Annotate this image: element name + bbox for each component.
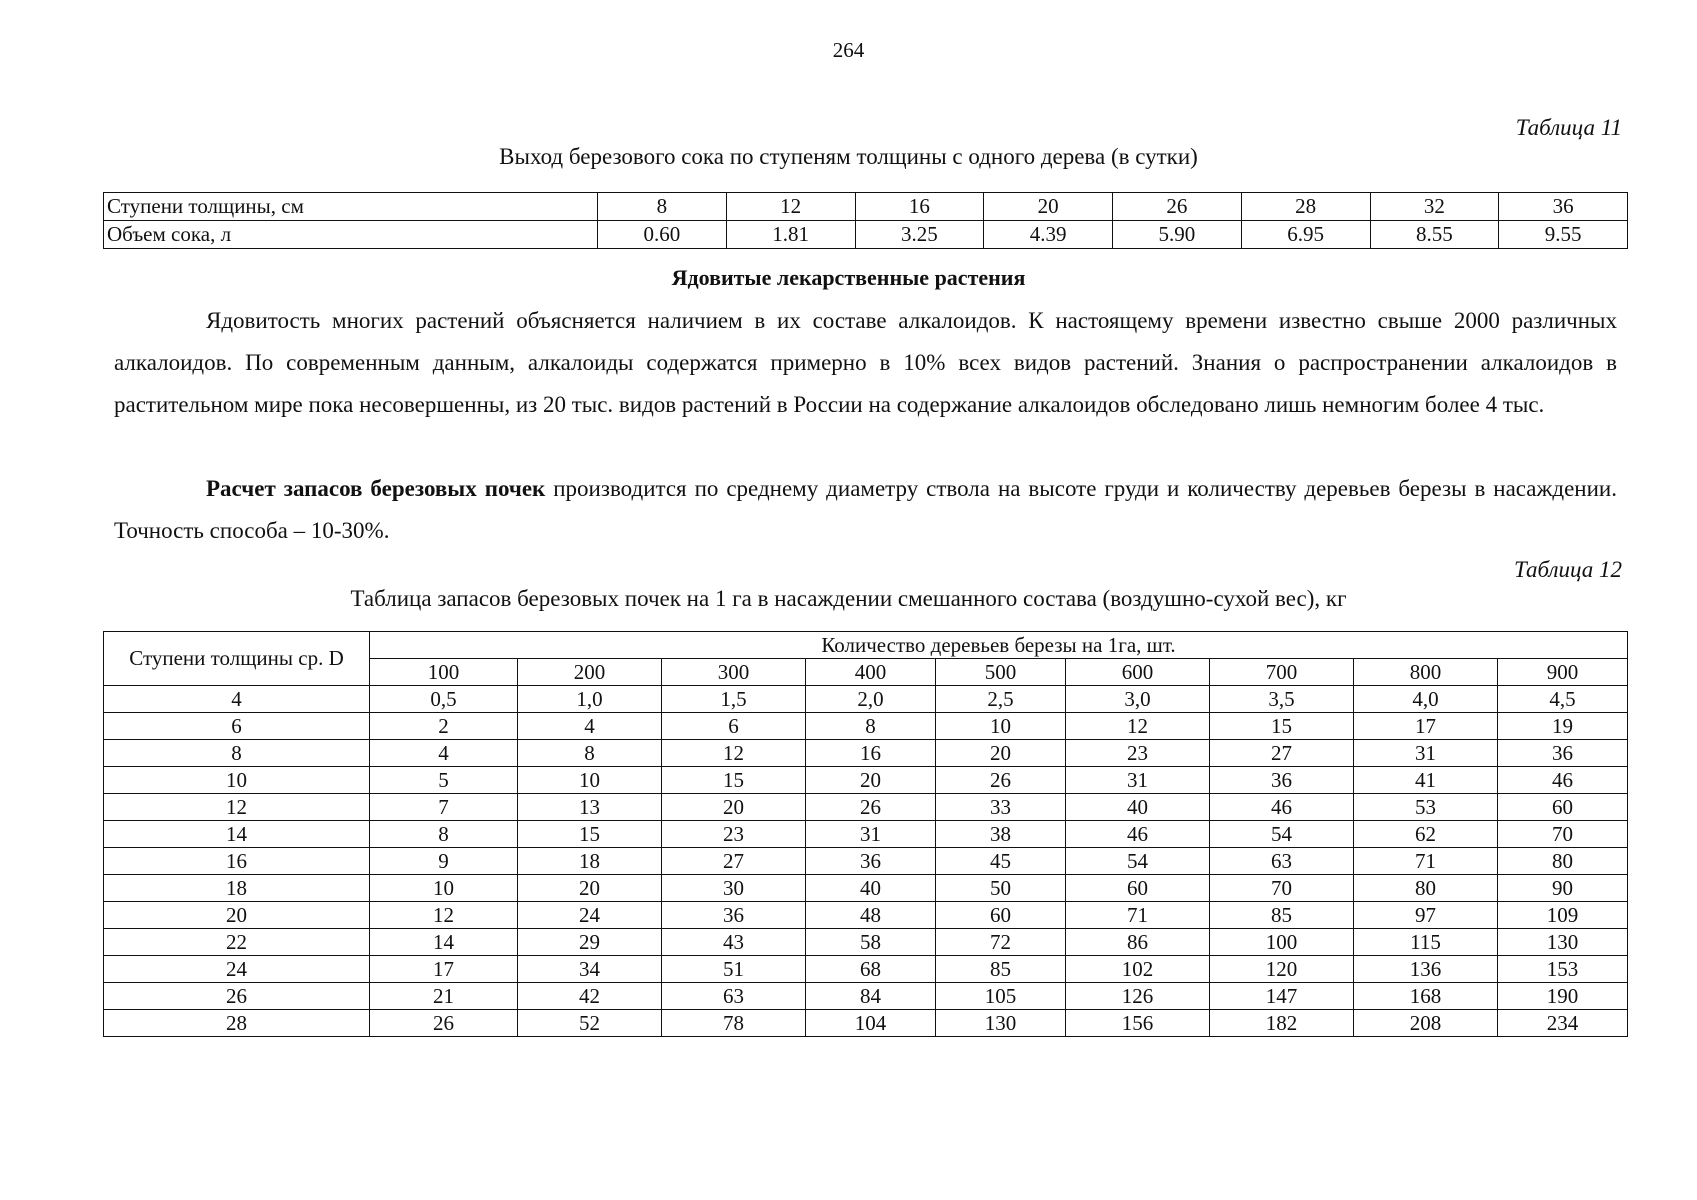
table-cell: 78: [662, 1010, 806, 1037]
table-cell: 12: [726, 193, 855, 221]
table-cell: 104: [806, 1010, 936, 1037]
paragraph-text: Ядовитость многих растений объясняется наличием в их составе алкалоидов. К настоящему времени известно свыше 2000 различных алкалоидов. По современным данным, алкалоиды содержатся примерно в 10% всех видов растений. Знания о распространении алкалоидов в растительном мире пока несовершенны, из 20 тыс. видов растений в России на содержание алкалоидов обследовано лишь немногим более 4 тыс.: [114, 308, 1617, 417]
table11-caption: Выход березового сока по ступеням толщины с одного дерева (в сутки): [499, 144, 1198, 169]
table-cell: 0.60: [598, 221, 727, 249]
table11-label: Таблица 11: [1515, 115, 1622, 140]
table-cell: 0,5: [370, 686, 518, 713]
table-row: [104, 1010, 1628, 1037]
table-cell: 9: [370, 848, 518, 875]
table-cell: 115: [1354, 929, 1498, 956]
table-cell: 38: [936, 821, 1066, 848]
table-cell: 27: [662, 848, 806, 875]
column-header: 300: [662, 659, 806, 686]
table-cell: 36: [1210, 767, 1354, 794]
table-cell: 36: [662, 902, 806, 929]
paragraph-alkaloids: [114, 300, 1617, 426]
table-cell: 21: [370, 983, 518, 1010]
table-cell: 63: [662, 983, 806, 1010]
table-cell: 17: [370, 956, 518, 983]
table-cell: 31: [806, 821, 936, 848]
table-cell: 5: [370, 767, 518, 794]
table-cell: 29: [518, 929, 662, 956]
table-cell: 190: [1498, 983, 1628, 1010]
table-row: [104, 193, 1628, 221]
table-cell: 182: [1210, 1010, 1354, 1037]
row-header-diameter: 20: [104, 902, 370, 929]
table-cell: 2,5: [936, 686, 1066, 713]
table-cell: 45: [936, 848, 1066, 875]
table-row: [104, 821, 1628, 848]
table-cell: 6: [662, 713, 806, 740]
page-number: 264: [832, 38, 865, 62]
table-row: [104, 902, 1628, 929]
table-cell: 31: [1066, 767, 1210, 794]
table-cell: 23: [662, 821, 806, 848]
row-header-thickness: Ступени толщины, см: [104, 193, 598, 221]
birch-buds-table: [103, 631, 1628, 1037]
paragraph-bold-lead: Расчет запасов березовых почек: [206, 476, 546, 501]
table-row: [104, 686, 1628, 713]
section-heading: Ядовитые лекарственные растения: [671, 265, 1026, 290]
table-cell: 54: [1066, 848, 1210, 875]
table-cell: 41: [1354, 767, 1498, 794]
table-row: [104, 875, 1628, 902]
table-cell: 54: [1210, 821, 1354, 848]
table-cell: 30: [662, 875, 806, 902]
table-cell: 90: [1498, 875, 1628, 902]
table-cell: 7: [370, 794, 518, 821]
table-cell: 71: [1066, 902, 1210, 929]
table-cell: 130: [1498, 929, 1628, 956]
table-cell: 46: [1066, 821, 1210, 848]
table-cell: 40: [806, 875, 936, 902]
table-cell: 8: [518, 740, 662, 767]
table-cell: 97: [1354, 902, 1498, 929]
table-cell: 36: [1499, 193, 1628, 221]
table-cell: 2: [370, 713, 518, 740]
table12-caption: Таблица запасов березовых почек на 1 га в насаждении смешанного состава (воздушно-сухой вес), кг: [350, 586, 1347, 611]
column-header: 700: [1210, 659, 1354, 686]
table-cell: 71: [1354, 848, 1498, 875]
table-cell: 26: [370, 1010, 518, 1037]
table-cell: 24: [518, 902, 662, 929]
table-cell: 43: [662, 929, 806, 956]
table-cell: 109: [1498, 902, 1628, 929]
table-cell: 34: [518, 956, 662, 983]
table-cell: 12: [370, 902, 518, 929]
table-cell: 20: [662, 794, 806, 821]
table-cell: 31: [1354, 740, 1498, 767]
table-row: [104, 794, 1628, 821]
table-cell: 48: [806, 902, 936, 929]
table-cell: 20: [806, 767, 936, 794]
table-cell: 58: [806, 929, 936, 956]
paragraph-bud-calc: [114, 468, 1617, 552]
table-cell: 10: [370, 875, 518, 902]
column-header: 100: [370, 659, 518, 686]
table-cell: 60: [1066, 875, 1210, 902]
table-row: [104, 221, 1628, 249]
table-cell: 3.25: [855, 221, 984, 249]
table-cell: 32: [1370, 193, 1499, 221]
column-header: 400: [806, 659, 936, 686]
table-cell: 26: [806, 794, 936, 821]
table-cell: 9.55: [1499, 221, 1628, 249]
column-header: 500: [936, 659, 1066, 686]
table-cell: 12: [1066, 713, 1210, 740]
table-cell: 1,0: [518, 686, 662, 713]
table-cell: 4,0: [1354, 686, 1498, 713]
row-header-diameter: 8: [104, 740, 370, 767]
table-row: [104, 956, 1628, 983]
table-cell: 36: [1498, 740, 1628, 767]
table-cell: 234: [1498, 1010, 1628, 1037]
table-cell: 13: [518, 794, 662, 821]
row-header-diameter: 10: [104, 767, 370, 794]
row-header-volume: Объем сока, л: [104, 221, 598, 249]
table-cell: 4.39: [984, 221, 1113, 249]
table-cell: 168: [1354, 983, 1498, 1010]
table-row: [104, 767, 1628, 794]
table-cell: 1,5: [662, 686, 806, 713]
row-header-diameter: 22: [104, 929, 370, 956]
column-header: 900: [1498, 659, 1628, 686]
table-cell: 10: [518, 767, 662, 794]
paragraph-text: производится по среднему диаметру ствола на высоте груди и количеству деревьев березы в насаждении. Точность способа – 10-30%.: [114, 476, 1617, 543]
table-cell: 19: [1498, 713, 1628, 740]
table-cell: 16: [855, 193, 984, 221]
table-cell: 62: [1354, 821, 1498, 848]
table-cell: 4: [370, 740, 518, 767]
row-header-diameter: 28: [104, 1010, 370, 1037]
table-cell: 8: [370, 821, 518, 848]
table12-label: Таблица 12: [1513, 557, 1622, 582]
table-row: [104, 929, 1628, 956]
group-header-tree-count: Количество деревьев березы на 1га, шт.: [370, 632, 1628, 659]
table-cell: 23: [1066, 740, 1210, 767]
table-row: [104, 848, 1628, 875]
row-header-diameter: 24: [104, 956, 370, 983]
table-cell: 15: [518, 821, 662, 848]
table-cell: 126: [1066, 983, 1210, 1010]
table-cell: 2,0: [806, 686, 936, 713]
sap-yield-table: [103, 192, 1628, 249]
table-cell: 3,0: [1066, 686, 1210, 713]
table-cell: 102: [1066, 956, 1210, 983]
table-cell: 72: [936, 929, 1066, 956]
table-cell: 85: [936, 956, 1066, 983]
table-cell: 42: [518, 983, 662, 1010]
table-cell: 136: [1354, 956, 1498, 983]
table-cell: 36: [806, 848, 936, 875]
row-header-diameter: 4: [104, 686, 370, 713]
table-cell: 4,5: [1498, 686, 1628, 713]
table-row: [104, 713, 1628, 740]
table-cell: 70: [1498, 821, 1628, 848]
table-cell: 85: [1210, 902, 1354, 929]
table-cell: 33: [936, 794, 1066, 821]
table-cell: 153: [1498, 956, 1628, 983]
table-cell: 63: [1210, 848, 1354, 875]
column-header: 600: [1066, 659, 1210, 686]
table-cell: 156: [1066, 1010, 1210, 1037]
table-header-row: [104, 632, 1628, 659]
table-cell: 40: [1066, 794, 1210, 821]
table-cell: 53: [1354, 794, 1498, 821]
row-header-diameter: 6: [104, 713, 370, 740]
table-cell: 50: [936, 875, 1066, 902]
table-row: [104, 983, 1628, 1010]
row-header-diameter: 12: [104, 794, 370, 821]
corner-header-thickness: Ступени толщины ср. D: [104, 632, 370, 686]
column-header: 200: [518, 659, 662, 686]
row-header-diameter: 16: [104, 848, 370, 875]
table-cell: 120: [1210, 956, 1354, 983]
table-cell: 15: [1210, 713, 1354, 740]
table-cell: 3,5: [1210, 686, 1354, 713]
column-header: 800: [1354, 659, 1498, 686]
table-cell: 208: [1354, 1010, 1498, 1037]
table-cell: 52: [518, 1010, 662, 1037]
table-cell: 86: [1066, 929, 1210, 956]
table-cell: 15: [662, 767, 806, 794]
table-cell: 84: [806, 983, 936, 1010]
table-cell: 8: [806, 713, 936, 740]
table-cell: 10: [936, 713, 1066, 740]
row-header-diameter: 14: [104, 821, 370, 848]
table-cell: 8: [598, 193, 727, 221]
table-cell: 18: [518, 848, 662, 875]
table-cell: 14: [370, 929, 518, 956]
table-cell: 20: [936, 740, 1066, 767]
table-cell: 130: [936, 1010, 1066, 1037]
table-cell: 17: [1354, 713, 1498, 740]
table-cell: 46: [1498, 767, 1628, 794]
table-cell: 46: [1210, 794, 1354, 821]
table-row: [104, 740, 1628, 767]
table-cell: 16: [806, 740, 936, 767]
table-cell: 60: [1498, 794, 1628, 821]
row-header-diameter: 26: [104, 983, 370, 1010]
table-cell: 20: [984, 193, 1113, 221]
table-cell: 27: [1210, 740, 1354, 767]
table-cell: 100: [1210, 929, 1354, 956]
table-cell: 6.95: [1241, 221, 1370, 249]
table-cell: 26: [1113, 193, 1242, 221]
table-cell: 28: [1241, 193, 1370, 221]
table-cell: 5.90: [1113, 221, 1242, 249]
table-cell: 51: [662, 956, 806, 983]
table-cell: 80: [1354, 875, 1498, 902]
table-cell: 8.55: [1370, 221, 1499, 249]
table-cell: 147: [1210, 983, 1354, 1010]
table-cell: 1.81: [726, 221, 855, 249]
table-cell: 105: [936, 983, 1066, 1010]
table-cell: 60: [936, 902, 1066, 929]
table-cell: 4: [518, 713, 662, 740]
row-header-diameter: 18: [104, 875, 370, 902]
table-cell: 20: [518, 875, 662, 902]
table-cell: 12: [662, 740, 806, 767]
table-cell: 68: [806, 956, 936, 983]
table-cell: 26: [936, 767, 1066, 794]
table-body: [104, 686, 1628, 1037]
table-cell: 70: [1210, 875, 1354, 902]
table-cell: 80: [1498, 848, 1628, 875]
